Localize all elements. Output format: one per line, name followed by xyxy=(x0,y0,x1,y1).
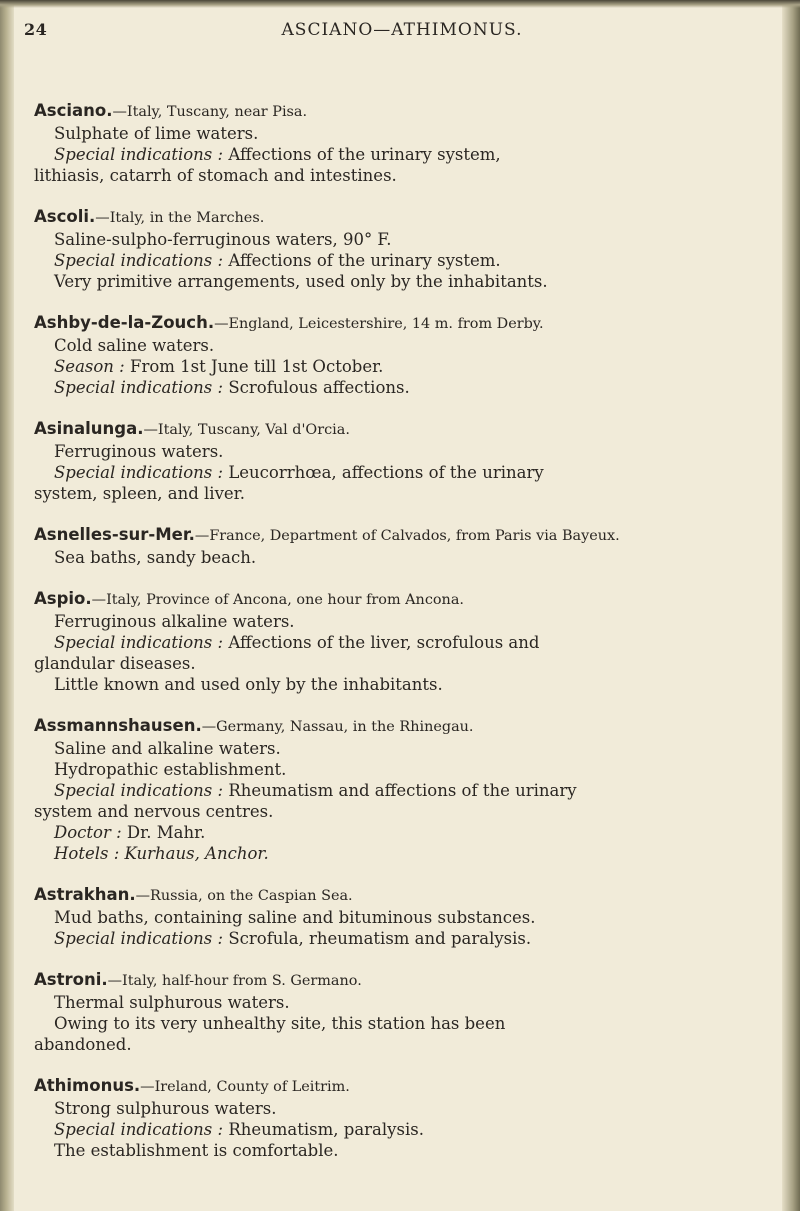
entry-line-label: Special indications : xyxy=(54,1120,224,1139)
entry-line-text: Ferruginous alkaline waters. xyxy=(54,612,295,631)
entry-name: Athimonus. xyxy=(34,1076,141,1095)
entry-name: Asciano. xyxy=(34,101,113,120)
entry-line-label: Special indications : xyxy=(54,463,224,482)
entry-location: —Italy, half-hour from S. Germano. xyxy=(107,973,362,989)
entry-line-label: Kurhaus, Anchor. xyxy=(119,844,269,863)
entry-line-text: Dr. Mahr. xyxy=(121,823,206,842)
entry-line-label: Special indications : xyxy=(54,929,224,948)
entry-headline xyxy=(34,206,774,229)
entry-line xyxy=(34,250,774,271)
entry-line-text: Little known and used only by the inhabitants. xyxy=(54,675,443,694)
entry-line xyxy=(34,928,774,949)
entry-line-label: Season : xyxy=(54,357,125,376)
entry xyxy=(34,715,774,864)
entry-line xyxy=(34,801,774,822)
entry xyxy=(34,100,774,186)
entry-location: —Russia, on the Caspian Sea. xyxy=(135,888,353,904)
entry-line xyxy=(34,441,774,462)
entry-line xyxy=(34,547,774,568)
entry-line-text: Rheumatism, paralysis. xyxy=(223,1120,424,1139)
page-top-shadow xyxy=(0,0,800,8)
entry-line xyxy=(34,483,774,504)
entry-name: Asinalunga. xyxy=(34,419,144,438)
entry-headline xyxy=(34,1075,774,1098)
entry-line-text: Thermal sulphurous waters. xyxy=(54,993,290,1012)
entry-line-text: Saline and alkaline waters. xyxy=(54,739,281,758)
entry xyxy=(34,1075,774,1161)
entry-line xyxy=(34,653,774,674)
entry-line xyxy=(34,738,774,759)
entry-line xyxy=(34,759,774,780)
entry-location: —Italy, Tuscany, near Pisa. xyxy=(112,104,308,120)
entry-line xyxy=(34,335,774,356)
entry-line xyxy=(34,992,774,1013)
entry-line-text: system and nervous centres. xyxy=(34,802,274,821)
entry xyxy=(34,588,774,695)
entry-line-text: Sulphate of lime waters. xyxy=(54,124,259,143)
entry-headline xyxy=(34,588,774,611)
entry-line-text: system, spleen, and liver. xyxy=(34,484,245,503)
entry-line xyxy=(34,377,774,398)
entry-line xyxy=(34,674,774,695)
entry-headline xyxy=(34,100,774,123)
entry-location: —Ireland, County of Leitrim. xyxy=(140,1079,350,1095)
entry-line xyxy=(34,165,774,186)
entry-name: Ashby-de-la-Zouch. xyxy=(34,313,215,332)
entry-line xyxy=(34,1013,774,1034)
entry-line-text: Cold saline waters. xyxy=(54,336,215,355)
entry-headline xyxy=(34,312,774,335)
entry-location: —France, Department of Calvados, from Paris via Bayeux. xyxy=(194,528,620,544)
page-header xyxy=(22,14,782,44)
entry-line-label: Special indications : xyxy=(54,251,224,270)
entry xyxy=(34,884,774,949)
entries-list xyxy=(34,100,774,1181)
entry-line xyxy=(34,843,774,864)
entry-line-text: lithiasis, catarrh of stomach and intestines. xyxy=(34,166,397,185)
entry-line-text: The establishment is comfortable. xyxy=(54,1141,339,1160)
entry-line-text: Very primitive arrangements, used only by the inhabitants. xyxy=(54,272,548,291)
entry-line-text: From 1st June till 1st October. xyxy=(124,357,384,376)
entry-headline xyxy=(34,969,774,992)
entry-line xyxy=(34,907,774,928)
entry-line xyxy=(34,462,774,483)
entry-name: Asnelles-sur-Mer. xyxy=(34,525,195,544)
entry-line-text: Owing to its very unhealthy site, this station has been xyxy=(54,1014,506,1033)
entry-line-text: Scrofula, rheumatism and paralysis. xyxy=(223,929,532,948)
entry xyxy=(34,206,774,292)
entry-line-label: Special indications : xyxy=(54,633,224,652)
entry-location: —Germany, Nassau, in the Rhinegau. xyxy=(201,719,474,735)
entry-line-text: Mud baths, containing saline and bituminous substances. xyxy=(54,908,536,927)
entry-line-text: Leucorrhœa, affections of the urinary xyxy=(223,463,544,482)
entry-line-label: Special indications : xyxy=(54,781,224,800)
entry-line xyxy=(34,229,774,250)
entry-line-text: abandoned. xyxy=(34,1035,132,1054)
entry-name: Ascoli. xyxy=(34,207,96,226)
entry-line xyxy=(34,822,774,843)
entry xyxy=(34,524,774,568)
entry-line-text: Affections of the liver, scrofulous and xyxy=(223,633,540,652)
entry-line-text: glandular diseases. xyxy=(34,654,196,673)
entry-line-text: Ferruginous waters. xyxy=(54,442,224,461)
entry-line xyxy=(34,1140,774,1161)
entry-line-text: Affections of the urinary system. xyxy=(223,251,501,270)
entry-line xyxy=(34,1034,774,1055)
entry-line xyxy=(34,1119,774,1140)
entry-line-text: Rheumatism and affections of the urinary xyxy=(223,781,577,800)
entry-headline xyxy=(34,884,774,907)
entry-line-label: Doctor : xyxy=(54,823,122,842)
page-edge-right xyxy=(782,0,800,1211)
entry-location: —Italy, in the Marches. xyxy=(95,210,265,226)
entry-headline xyxy=(34,524,774,547)
entry-line-text: Hydropathic establishment. xyxy=(54,760,287,779)
entry-line xyxy=(34,611,774,632)
entry xyxy=(34,312,774,398)
entry xyxy=(34,418,774,504)
entry xyxy=(34,969,774,1055)
entry-line-text: Affections of the urinary system, xyxy=(223,145,501,164)
page-edge-left xyxy=(0,0,14,1211)
page-number: 24 xyxy=(24,20,48,39)
running-title: ASCIANO—ATHIMONUS. xyxy=(281,20,523,40)
entry-location: —Italy, Province of Ancona, one hour from Ancona. xyxy=(91,592,464,608)
entry-line xyxy=(34,123,774,144)
entry-name: Aspio. xyxy=(34,589,92,608)
entry-line-label: Special indications : xyxy=(54,378,224,397)
entry-name: Assmannshausen. xyxy=(34,716,202,735)
entry-name: Astrakhan. xyxy=(34,885,136,904)
entry-line-label: Hotels : xyxy=(54,844,120,863)
entry-line xyxy=(34,632,774,653)
entry-location: —Italy, Tuscany, Val d'Orcia. xyxy=(143,422,350,438)
entry-headline xyxy=(34,715,774,738)
entry-headline xyxy=(34,418,774,441)
entry-line xyxy=(34,1098,774,1119)
entry-line-label: Special indications : xyxy=(54,145,224,164)
entry-line-text: Strong sulphurous waters. xyxy=(54,1099,277,1118)
entry-name: Astroni. xyxy=(34,970,108,989)
entry-location: —England, Leicestershire, 14 m. from Derby. xyxy=(214,316,544,332)
entry-line-text: Saline-sulpho-ferruginous waters, 90° F. xyxy=(54,230,392,249)
entry-line xyxy=(34,356,774,377)
entry-line-text: Scrofulous affections. xyxy=(223,378,410,397)
entry-line xyxy=(34,780,774,801)
entry-line xyxy=(34,271,774,292)
entry-line xyxy=(34,144,774,165)
entry-line-text: Sea baths, sandy beach. xyxy=(54,548,257,567)
